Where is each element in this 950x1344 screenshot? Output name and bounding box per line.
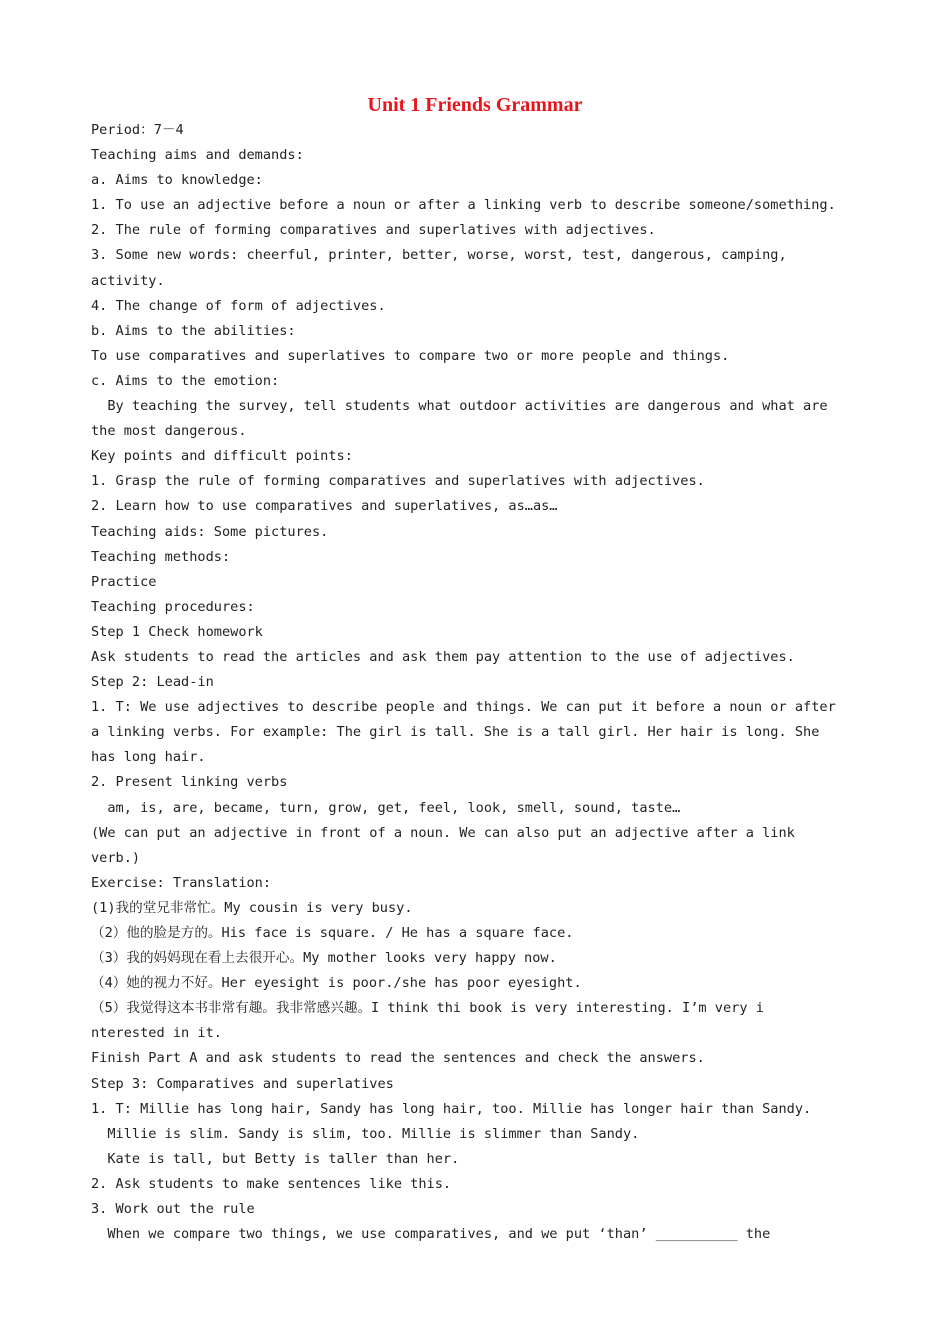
text-line: 2. Present linking verbs xyxy=(91,774,288,791)
text-line: Period：7－4 xyxy=(91,122,184,138)
text-line: Key points and difficult points: xyxy=(91,448,353,465)
text-line: Teaching aids: Some pictures. xyxy=(91,523,329,540)
text-line: （4）她的视力不好。Her eyesight is poor./she has poor eyesight. xyxy=(91,975,582,992)
text-line: Step 1 Check homework xyxy=(91,623,263,640)
text-line: 2. Learn how to use comparatives and superlatives, as…as… xyxy=(91,498,558,515)
text-line: c. Aims to the emotion: xyxy=(91,372,280,389)
text-line: am, is, are, became, turn, grow, get, feel, look, smell, sound, taste… xyxy=(91,799,681,816)
text-line: Teaching methods: xyxy=(91,548,231,565)
text-line: Teaching aims and demands: xyxy=(91,147,304,164)
text-line: (We can put an adjective in front of a noun. We can also put an adjective after a link xyxy=(91,824,795,841)
text-line: Exercise: Translation: xyxy=(91,874,272,891)
text-line: 1. To use an adjective before a noun or after a linking verb to describe someone/something. xyxy=(91,197,836,214)
text-line: To use comparatives and superlatives to compare two or more people and things. xyxy=(91,347,730,364)
text-line: 1. T: Millie has long hair, Sandy has long hair, too. Millie has longer hair than Sandy. xyxy=(91,1100,812,1117)
text-line: a. Aims to knowledge: xyxy=(91,172,263,189)
text-line: 3. Some new words: cheerful, printer, better, worse, worst, test, dangerous, camping, xyxy=(91,247,787,264)
text-line: Finish Part A and ask students to read the sentences and check the answers. xyxy=(91,1050,705,1067)
text-line: 2. The rule of forming comparatives and superlatives with adjectives. xyxy=(91,222,656,239)
text-line: Ask students to read the articles and ask them pay attention to the use of adjectives. xyxy=(91,648,795,665)
text-line: （3）我的妈妈现在看上去很开心。My mother looks very happy now. xyxy=(91,950,557,967)
document-title: Unit 1 Friends Grammar xyxy=(367,94,583,116)
text-line: the most dangerous. xyxy=(91,423,247,440)
text-line: has long hair. xyxy=(91,749,206,766)
text-line: 4. The change of form of adjectives. xyxy=(91,297,386,314)
text-line: Step 3: Comparatives and superlatives xyxy=(91,1075,394,1092)
text-line: nterested in it. xyxy=(91,1025,222,1042)
text-line: 3. Work out the rule xyxy=(91,1201,255,1218)
text-line: Teaching procedures: xyxy=(91,598,255,615)
text-line: 1. Grasp the rule of forming comparatives and superlatives with adjectives. xyxy=(91,473,705,490)
text-line: （2）他的脸是方的。His face is square. / He has a square face. xyxy=(91,925,574,941)
text-line: When we compare two things, we use comparatives, and we put ‘than’ __________ the xyxy=(91,1226,771,1243)
text-line: （5）我觉得这本书非常有趣。我非常感兴趣。I think thi book is very interesting. I’m very i xyxy=(91,1000,764,1017)
text-line: a linking verbs. For example: The girl is tall. She is a tall girl. Her hair is long. She xyxy=(91,724,820,741)
text-line: b. Aims to the abilities: xyxy=(91,322,296,339)
text-line: Step 2: Lead-in xyxy=(91,674,214,691)
text-line: 2. Ask students to make sentences like this. xyxy=(91,1175,452,1192)
text-line: Practice xyxy=(91,573,157,590)
text-line: verb.) xyxy=(91,849,141,866)
text-line: (1)我的堂兄非常忙。My cousin is very busy. xyxy=(91,899,413,916)
text-line: Millie is slim. Sandy is slim, too. Millie is slimmer than Sandy. xyxy=(91,1125,640,1142)
text-line: activity. xyxy=(91,272,165,289)
document-body xyxy=(91,118,859,1247)
text-line: By teaching the survey, tell students what outdoor activities are dangerous and what are xyxy=(91,398,828,415)
text-line: 1. T: We use adjectives to describe people and things. We can put it before a noun or after xyxy=(91,699,836,716)
text-line: Kate is tall, but Betty is taller than her. xyxy=(91,1150,460,1167)
